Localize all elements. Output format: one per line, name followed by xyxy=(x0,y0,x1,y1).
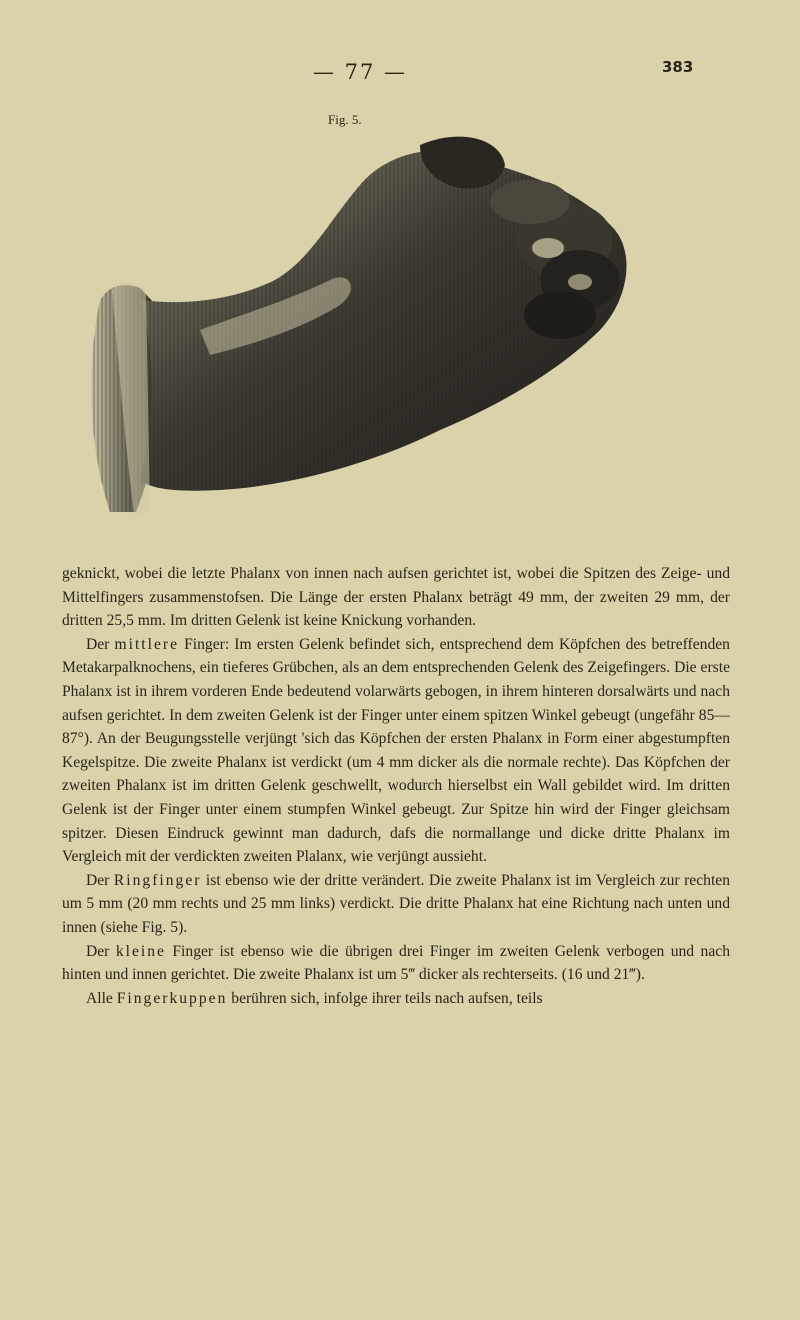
page-header xyxy=(0,58,800,88)
paragraph-2-lead: Der xyxy=(86,635,115,653)
paragraph-3 xyxy=(62,869,730,940)
paragraph-3-rest: ist ebenso wie der dritte verändert. Die zweite Phalanx ist im Vergleich zur rechten um 5 mm (20 mm rechts und 25 mm links) verdickt. Die dritte Phalanx hat eine Richtung nach unten und innen (siehe Fig. 5). xyxy=(62,871,730,936)
paragraph-5-spaced-term: Fingerkuppen xyxy=(116,989,228,1007)
paragraph-4-spaced-term: kleine xyxy=(115,942,166,960)
paragraph-5 xyxy=(62,987,730,1011)
paragraph-5-lead: Alle xyxy=(86,989,117,1007)
paragraph-3-lead: Der xyxy=(86,871,114,889)
paragraph-4-rest: Finger ist ebenso wie die übrigen drei Finger im zweiten Gelenk verbogen und nach hinten und innen gerichtet. Die zweite Phalanx ist um 5‴ dicker als rechterseits. (16 und 21‴). xyxy=(62,942,730,984)
hand-illustration xyxy=(60,130,660,530)
paragraph-3-spaced-term: Ringfinger xyxy=(113,871,202,889)
hand-photograph xyxy=(60,130,660,530)
paragraph-2-spaced-term: mittlere xyxy=(114,635,179,653)
page-number-center: — 77 — xyxy=(312,60,408,84)
paragraph-1: geknickt, wobei die letzte Phalanx von innen nach aufsen gerichtet ist, wobei die Spitzen des Zeige- und Mittelfingers zusammenstofsen. Die Länge der ersten Phalanx beträgt 49 mm, der zweiten 29 mm, der dritten 25,5 mm. Im dritten Gelenk ist keine Knickung vorhanden. xyxy=(62,565,730,630)
body-text xyxy=(62,562,730,1010)
paragraph-2-rest: Finger: Im ersten Gelenk befindet sich, entsprechend dem Köpfchen des betreffenden Metakarpalknochens, ein tieferes Grübchen, als an dem entsprechenden Gelenk des Zeigefingers. Die erste Phalanx ist in ihrem vorderen Ende bedeutend volarwärts gebogen, in ihrem hinteren dorsalwärts und nach aufsen gerichtet. In dem zweiten Gelenk ist der Finger unter einem spitzen Winkel gebeugt (ungefähr 85—87°). An der Beugungsstelle verjüngt 'sich das Köpfchen der ersten Phalanx in Form einer abgestumpften Kegelspitze. Die zweite Phalanx ist verdickt (um 4 mm dicker als die normale rechte). Das Köpfchen der zweiten Phalanx ist im dritten Gelenk geschwellt, wodurch hierselbst ein Wall gebildet wird. Im dritten Gelenk ist der Finger unter einem stumpfen Winkel gebeugt. Zur Spitze hin wird der Finger gleichsam spitzer. Diesen Eindruck gewinnt man dadurch, dafs die normallange und dicke dritte Phalanx im Vergleich mit der verdickten zweiten Plalanx, wie verjüngt aussieht. xyxy=(62,635,730,866)
page-number-right: 383 xyxy=(662,58,694,76)
figure-caption: Fig. 5. xyxy=(328,112,362,127)
fingernail-shape xyxy=(532,238,564,258)
paragraph-2 xyxy=(62,633,730,869)
paragraph-5-rest: berühren sich, infolge ihrer teils nach aufsen, teils xyxy=(227,989,543,1007)
paragraph-4-lead: Der xyxy=(86,942,116,960)
paragraph-4 xyxy=(62,940,730,987)
